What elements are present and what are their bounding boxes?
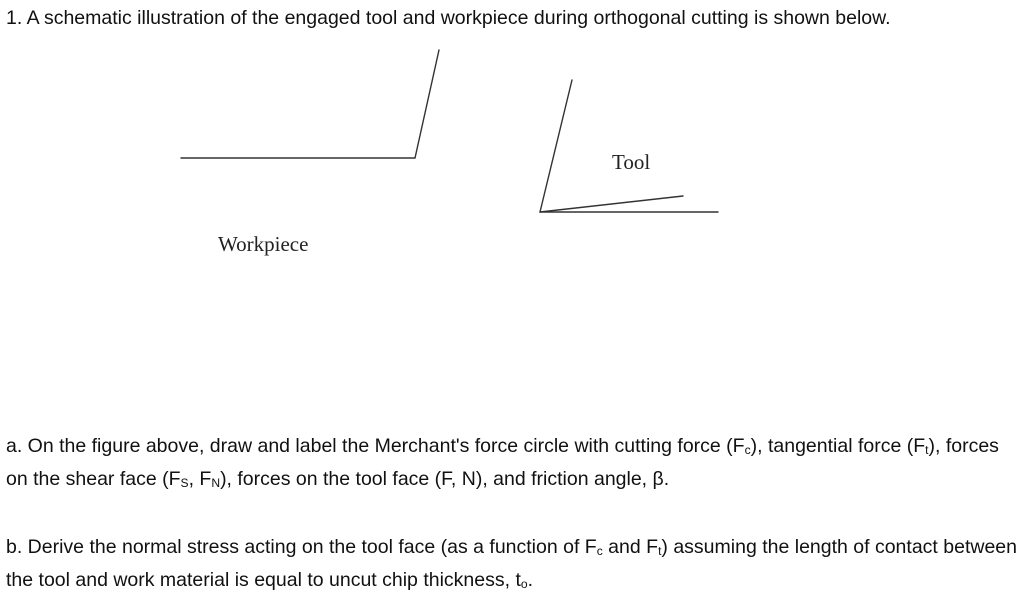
part-a-text-5: ), forces on the tool face (F, N), and friction angle, β.	[220, 468, 670, 490]
part-a-sub-c: c	[744, 443, 751, 458]
part-b-text-3: ) assuming the length of contact between the tool and work material is equal to uncut chip thickness, t	[6, 536, 1017, 591]
workpiece-label: Workpiece	[218, 232, 309, 256]
part-a-text-4: , F	[188, 468, 212, 490]
workpiece-outline	[181, 50, 439, 158]
part-a-sub-s: S	[180, 476, 189, 491]
part-b-sub-o: o	[520, 577, 528, 592]
part-b-text-2: and F	[602, 536, 659, 558]
part-a-text-1: a. On the figure above, draw and label the Merchant's force circle with cutting force (F	[6, 435, 745, 457]
question-number: 1.	[6, 7, 23, 29]
part-a-sub-n: N	[211, 476, 221, 491]
part-b-text-4: .	[527, 569, 533, 591]
part-b-text-1: b. Derive the normal stress acting on the tool face (as a function of F	[6, 536, 597, 558]
tool-rake-face	[540, 80, 572, 212]
question-text: A schematic illustration of the engaged tool and workpiece during orthogonal cutting is shown below.	[26, 7, 891, 29]
part-a-sub-t: t	[925, 443, 929, 458]
tool-clearance-face	[540, 196, 683, 212]
question-part-b	[6, 531, 1018, 597]
tool-label: Tool	[612, 150, 651, 174]
part-b-sub-t: t	[658, 544, 662, 559]
part-a-text-2: ), tangential force (F	[750, 435, 926, 457]
part-b-sub-c: c	[596, 544, 603, 559]
part-a-text-3: ), forces on the shear face (F	[6, 435, 999, 490]
question-part-a	[6, 430, 1018, 496]
